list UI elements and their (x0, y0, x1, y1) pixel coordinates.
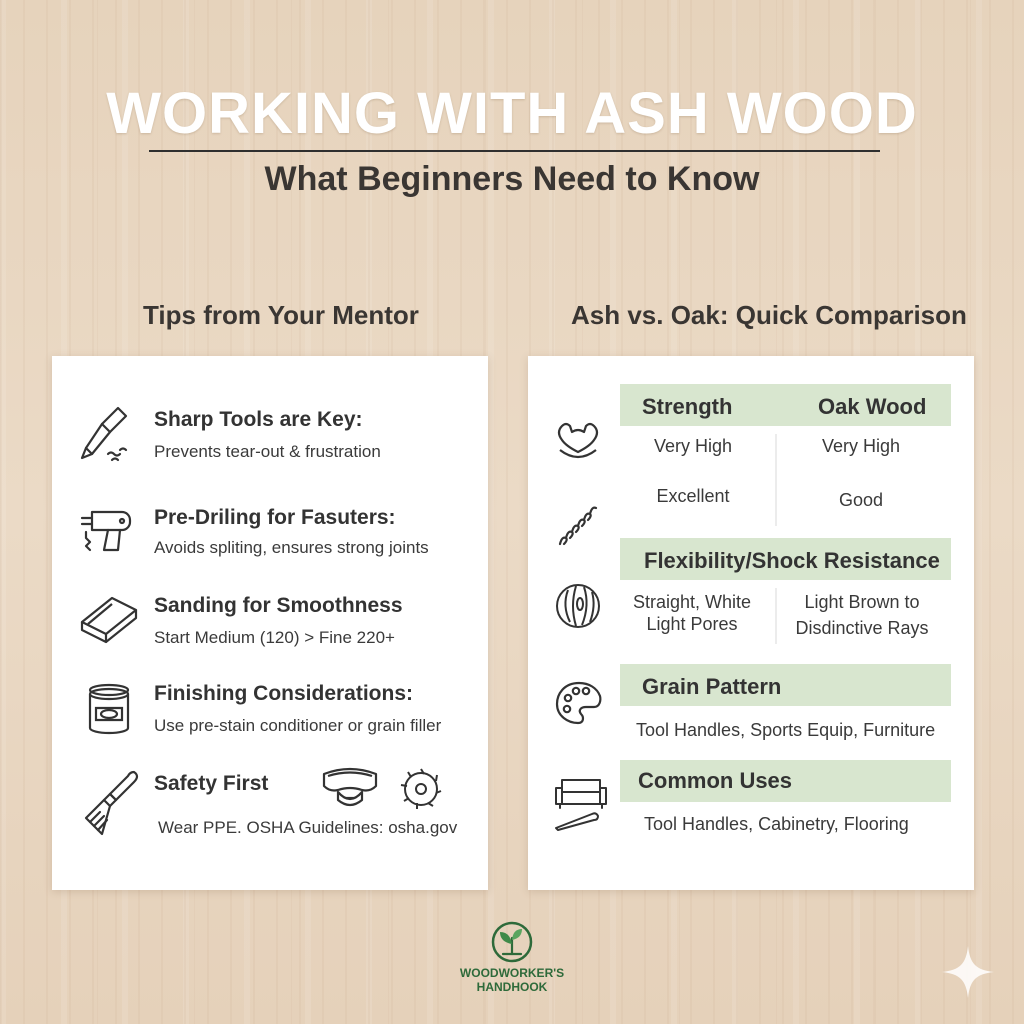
tip-title: Sanding for Smoothness (154, 594, 403, 617)
tip-description: Wear PPE. OSHA Guidelines: osha.gov (158, 818, 458, 837)
paintbrush-icon (80, 768, 142, 840)
tip-title: Safety First (154, 772, 269, 795)
drill-icon (78, 502, 136, 558)
strength-label: Strength (642, 394, 733, 419)
common-uses-value: Tool Handles, Cabinetry, Flooring (644, 814, 909, 834)
column-divider (775, 588, 777, 644)
palette-icon (554, 680, 604, 726)
ash-strength-value: Very High (653, 436, 733, 456)
chisel-icon (78, 404, 132, 466)
grain-pattern-label: Grain Pattern (642, 674, 782, 699)
logo-line-1: WOODWORKER'S (459, 966, 565, 980)
tip-title: Pre-Driling for Fasuters: (154, 506, 396, 529)
tip-description: Start Medium (120) > Fine 220+ (154, 628, 395, 647)
tip-description: Avoids spliting, ensures strong joints (154, 538, 429, 557)
title-divider (149, 150, 880, 152)
paint-can-icon (86, 682, 132, 738)
oak-grain-line2: Disdinctive Rays (795, 618, 929, 638)
oak-strength-value: Very High (821, 436, 901, 456)
logo-line-2: HANDHOOK (476, 980, 548, 994)
sofa-and-bat-icon (552, 774, 610, 832)
ash-grain-line2: Light Pores (646, 614, 738, 634)
flexed-arm-icon (554, 418, 602, 462)
sparkle-icon (940, 944, 996, 1000)
page-subtitle: What Beginners Need to Know (264, 160, 760, 198)
tips-card (52, 356, 488, 890)
comparison-heading: Ash vs. Oak: Quick Comparison (571, 300, 967, 330)
saw-blade-icon (398, 766, 444, 812)
ash-grain-line1: Straight, White (632, 592, 752, 612)
handbook-logo-text (430, 966, 594, 994)
page-title: WORKING WITH ASH WOOD (106, 81, 918, 146)
tip-description: Prevents tear-out & frustration (154, 442, 381, 461)
oak-wood-column-label: Oak Wood (818, 394, 927, 419)
ash-shock-value: Excellent (656, 486, 730, 506)
safety-goggles-icon (320, 766, 380, 810)
handbook-logo (490, 920, 534, 964)
tips-heading: Tips from Your Mentor (143, 300, 419, 330)
wood-grain-icon (554, 582, 602, 630)
tip-title: Sharp Tools are Key: (154, 408, 363, 431)
sanding-block-icon (78, 594, 140, 644)
tip-description: Use pre-stain conditioner or grain filler (154, 716, 442, 735)
oak-grain-line1: Light Brown to (804, 592, 920, 612)
spring-icon (556, 504, 602, 548)
comparison-card (528, 356, 974, 890)
grain-pattern-value: Tool Handles, Sports Equip, Furniture (636, 720, 936, 740)
column-divider (775, 434, 777, 526)
oak-shock-value: Good (838, 490, 884, 510)
tip-title: Finishing Considerations: (154, 682, 414, 705)
flexibility-label: Flexibility/Shock Resistance (644, 548, 940, 573)
common-uses-label: Common Uses (638, 768, 793, 793)
